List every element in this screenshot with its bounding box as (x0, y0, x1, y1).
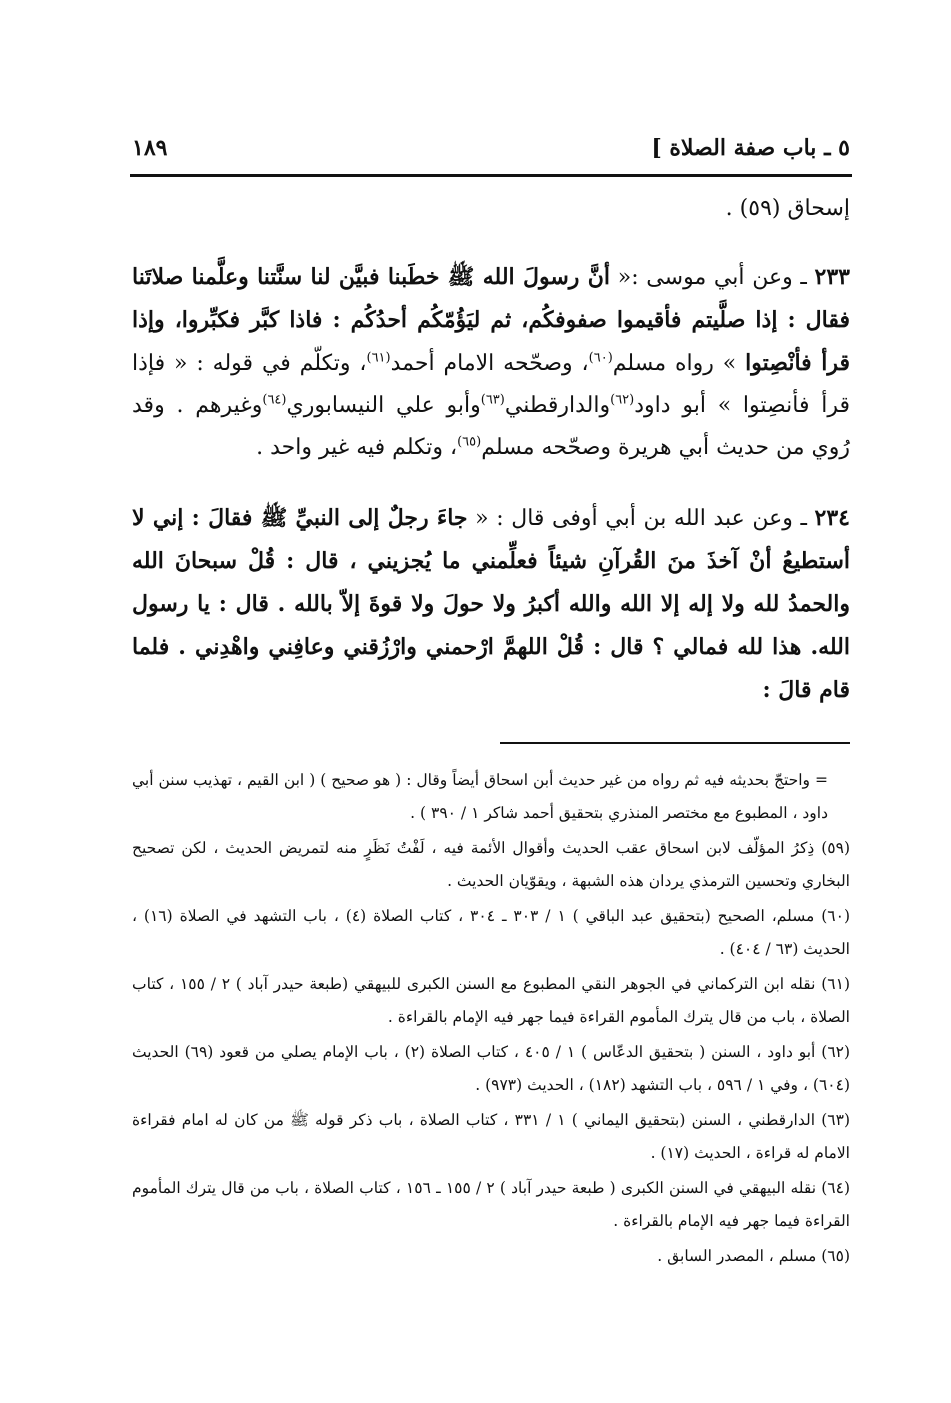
footnote-60: (٦٠) مسلم، الصحيح (بتحقيق عبد الباقي ) ١ / ٣٠٣ ـ ٣٠٤ ، كتاب الصلاة (٤) ، باب التشهد في الصلاة (١٦) ، الحديث (٦٣ / ٤٠٤) . (132, 907, 850, 958)
footnote-63: (٦٣) الدارقطني ، السنن (بتحقيق اليماني ) ١ / ٣٣١ ، كتاب الصلاة ، باب ذكر قوله ﷺ من كان له امام فقراءة الامام له قراءة ، الحديث (١٧) . (132, 1111, 850, 1162)
footnote-59: (٥٩) ذِكرُ المؤلّف لابن اسحاق عقب الحديث وأقوال الأئمة فيه ، لَفْتُ نَظَرٍ منه لتمريض الحديث ، لكن تصحيح البخاري وتحسين الترمذي يردان هذه الشبهة ، ويقوّيان الحديث . (132, 839, 850, 890)
footnote-separator (500, 742, 850, 744)
running-header (132, 128, 850, 168)
footnote-ref[interactable]: (٦١) (366, 350, 391, 366)
hadith-number: ٢٣٤ (814, 505, 850, 531)
hadith-234 (132, 497, 850, 712)
footnote-ref[interactable]: (٦٥) (457, 434, 482, 450)
footnote-62: (٦٢) أبو داود ، السنن ( بتحقيق الدعّاس ) ١ / ٤٠٥ ، كتاب الصلاة (٢) ، باب الإمام يصلي من قعود (٦٩) الحديث (٦٠٤) ، وفي ١ / ٥٩٦ ، باب التشهد (١٨٢) ، الحديث (٩٧٣) . (132, 1043, 851, 1094)
carryover-line: إسحاق (٥٩) . (725, 196, 850, 221)
header-rule (130, 174, 852, 177)
footnote-ref[interactable]: (٦٠) (588, 350, 613, 366)
chapter-title: ٥ ـ باب صفة الصلاة ] (651, 135, 850, 161)
footnotes (132, 764, 850, 1275)
hadith-text: ، وتكلّم في قوله : « فإذا قرأ فأنصِتوا » أبو داود (132, 351, 850, 418)
hadith-matn: جاءَ رجلٌ إلى النبيِّ ﷺ فقالَ : إني لا أستطيعُ أنْ آخذَ منَ القُرآنِ شيئاً فعلِّمني ما يُجزيني ، قال : قُلْ سبحانَ الله والحمدُ لله ولا إله إلا الله والله أكبرُ ولا حولَ ولا قوةَ إلاّ بالله . قال : يا رسول الله. هذا لله فمالي ؟ قال : قُلْ اللهمَّ ارْحمني وارْزُقني وعافِني واهْدِني . فلما قام قالَ : (132, 505, 850, 703)
hadith-text: والدارقطني (504, 393, 611, 418)
footnote-ref[interactable]: (٦٣) (480, 392, 505, 408)
page-number: ١٨٩ (132, 135, 168, 161)
hadith-233 (132, 256, 850, 469)
hadith-intro: ـ وعن أبي موسى :« (610, 265, 815, 290)
hadith-text: وغيرهم . وقد رُوي من حديث أبي هريرة وصحّحه مسلم (132, 393, 850, 460)
footnote-ref[interactable]: (٦٤) (262, 392, 287, 408)
hadith-text: ، وتكلم فيه غير واحد . (256, 435, 458, 460)
hadith-text: ، وصحّحه الامام أحمد (390, 351, 589, 376)
footnote-64: (٦٤) نقله البيهقي في السنن الكبرى ( طبعة حيدر آباد ) ٢ / ١٥٥ ـ ١٥٦ ، كتاب الصلاة ، باب من قال يترك المأموم القراءة فيما جهر فيه الإمام بالقراءة . (132, 1179, 850, 1230)
hadith-matn: أنَّ رسولَ الله ﷺ خطَبنا فبيَّن لنا سنَّتنا وعلَّمنا صلاتَنا فقال : إذا صلَّيتم فأقيموا صفوفكُم، ثم ليَؤُمّكُم أحدُكُم : فاذا كبَّر فكبِّروا، وإذا قرأ فأنْصِتوا (132, 264, 851, 376)
footnote-ref[interactable]: (٦٢) (610, 392, 635, 408)
hadith-text: » رواه مسلم (612, 351, 746, 376)
hadith-number: ٢٣٣ (814, 264, 850, 290)
hadith-intro: ـ وعن عبد الله بن أبي أوفى قال : « (467, 506, 815, 531)
main-text (132, 188, 850, 712)
footnote-65: (٦٥) مسلم ، المصدر السابق . (657, 1247, 850, 1265)
footnote-61: (٦١) نقله ابن التركماني في الجوهر النقي المطبوع مع السنن الكبرى للبيهقي (طبعة حيدر آباد ) ٢ / ١٥٥ ، كتاب الصلاة ، باب من قال يترك المأموم القراءة فيما جهر فيه الإمام بالقراءة . (132, 975, 850, 1026)
hadith-text: وأبو علي النيسابوري (286, 393, 481, 418)
footnote-continuation: = واحتجّ بحديثه فيه ثم رواه من غير حديث أبن اسحاق أيضاً وقال : ( هو صحيح ) ( ابن القيم ، تهذيب سنن أبي داود ، المطبوع مع مختصر المنذري بتحقيق أحمد شاكر ١ / ٣٩٠ ) . (132, 771, 828, 822)
